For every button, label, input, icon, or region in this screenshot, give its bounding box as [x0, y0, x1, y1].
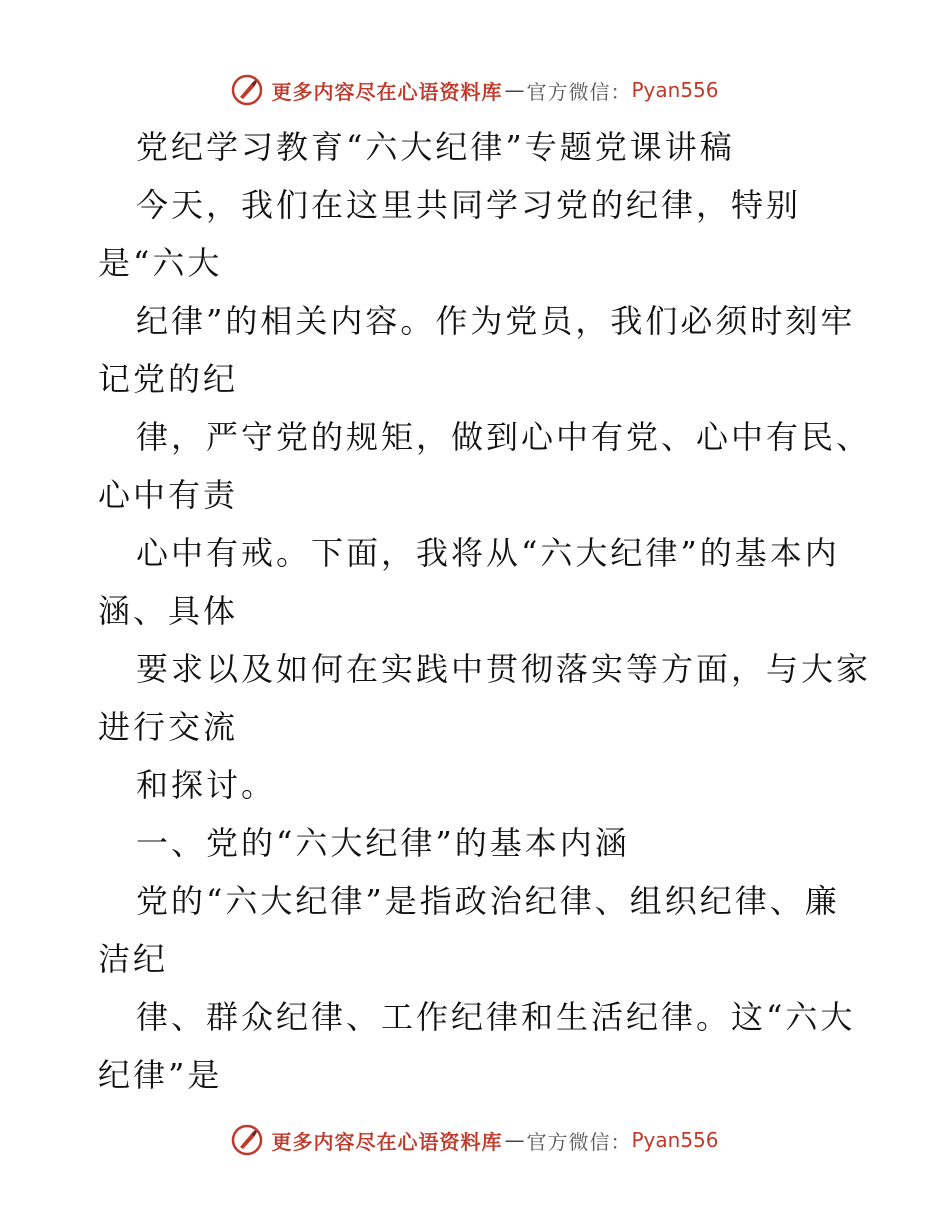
text-line: 纪律”的相关内容。作为党员，我们必须时刻牢: [136, 302, 856, 340]
header-watermark: [0, 70, 950, 110]
text-line: 律，严守党的规矩，做到心中有党、心中有民、: [136, 418, 872, 456]
text-line: 一、党的“六大纪律”的基本内涵: [136, 824, 630, 862]
text-line: 党纪学习教育“六大纪律”专题党课讲稿: [136, 128, 735, 166]
watermark-dash: —: [504, 78, 525, 102]
text-line: 纪律”是: [98, 1056, 223, 1094]
pen-logo-icon: [231, 74, 263, 106]
document-body: [98, 118, 872, 1104]
text-line: 洁纪: [98, 940, 169, 978]
watermark-brand: 更多内容尽在心语资料库: [271, 1129, 503, 1154]
text-line: 党的“六大纪律”是指政治纪律、组织纪律、廉: [136, 882, 840, 920]
text-line: 心中有戒。下面，我将从“六大纪律”的基本内: [136, 534, 840, 572]
watermark-brand: 更多内容尽在心语资料库: [271, 79, 503, 104]
text-line: 涵、具体: [98, 592, 239, 630]
text-line: 心中有责: [98, 476, 239, 514]
watermark-contact-label: 官方微信：: [526, 1129, 632, 1154]
watermark-dash: —: [504, 1128, 525, 1152]
footer-watermark: [0, 1120, 950, 1160]
watermark-wechat-id: Pyan556: [631, 78, 719, 102]
text-line: 进行交流: [98, 708, 239, 746]
text-line: 和探讨。: [136, 766, 277, 804]
pen-logo-icon: [231, 1124, 263, 1156]
text-line: 今天，我们在这里共同学习党的纪律，特别: [136, 186, 802, 224]
text-line: 记党的纪: [98, 360, 239, 398]
watermark-wechat-id: Pyan556: [631, 1128, 719, 1152]
watermark-contact-label: 官方微信：: [526, 79, 632, 104]
text-line: 是“六大: [98, 244, 223, 282]
text-line: 要求以及如何在实践中贯彻落实等方面，与大家: [136, 650, 872, 688]
text-line: 律、群众纪律、工作纪律和生活纪律。这“六大: [136, 998, 856, 1036]
